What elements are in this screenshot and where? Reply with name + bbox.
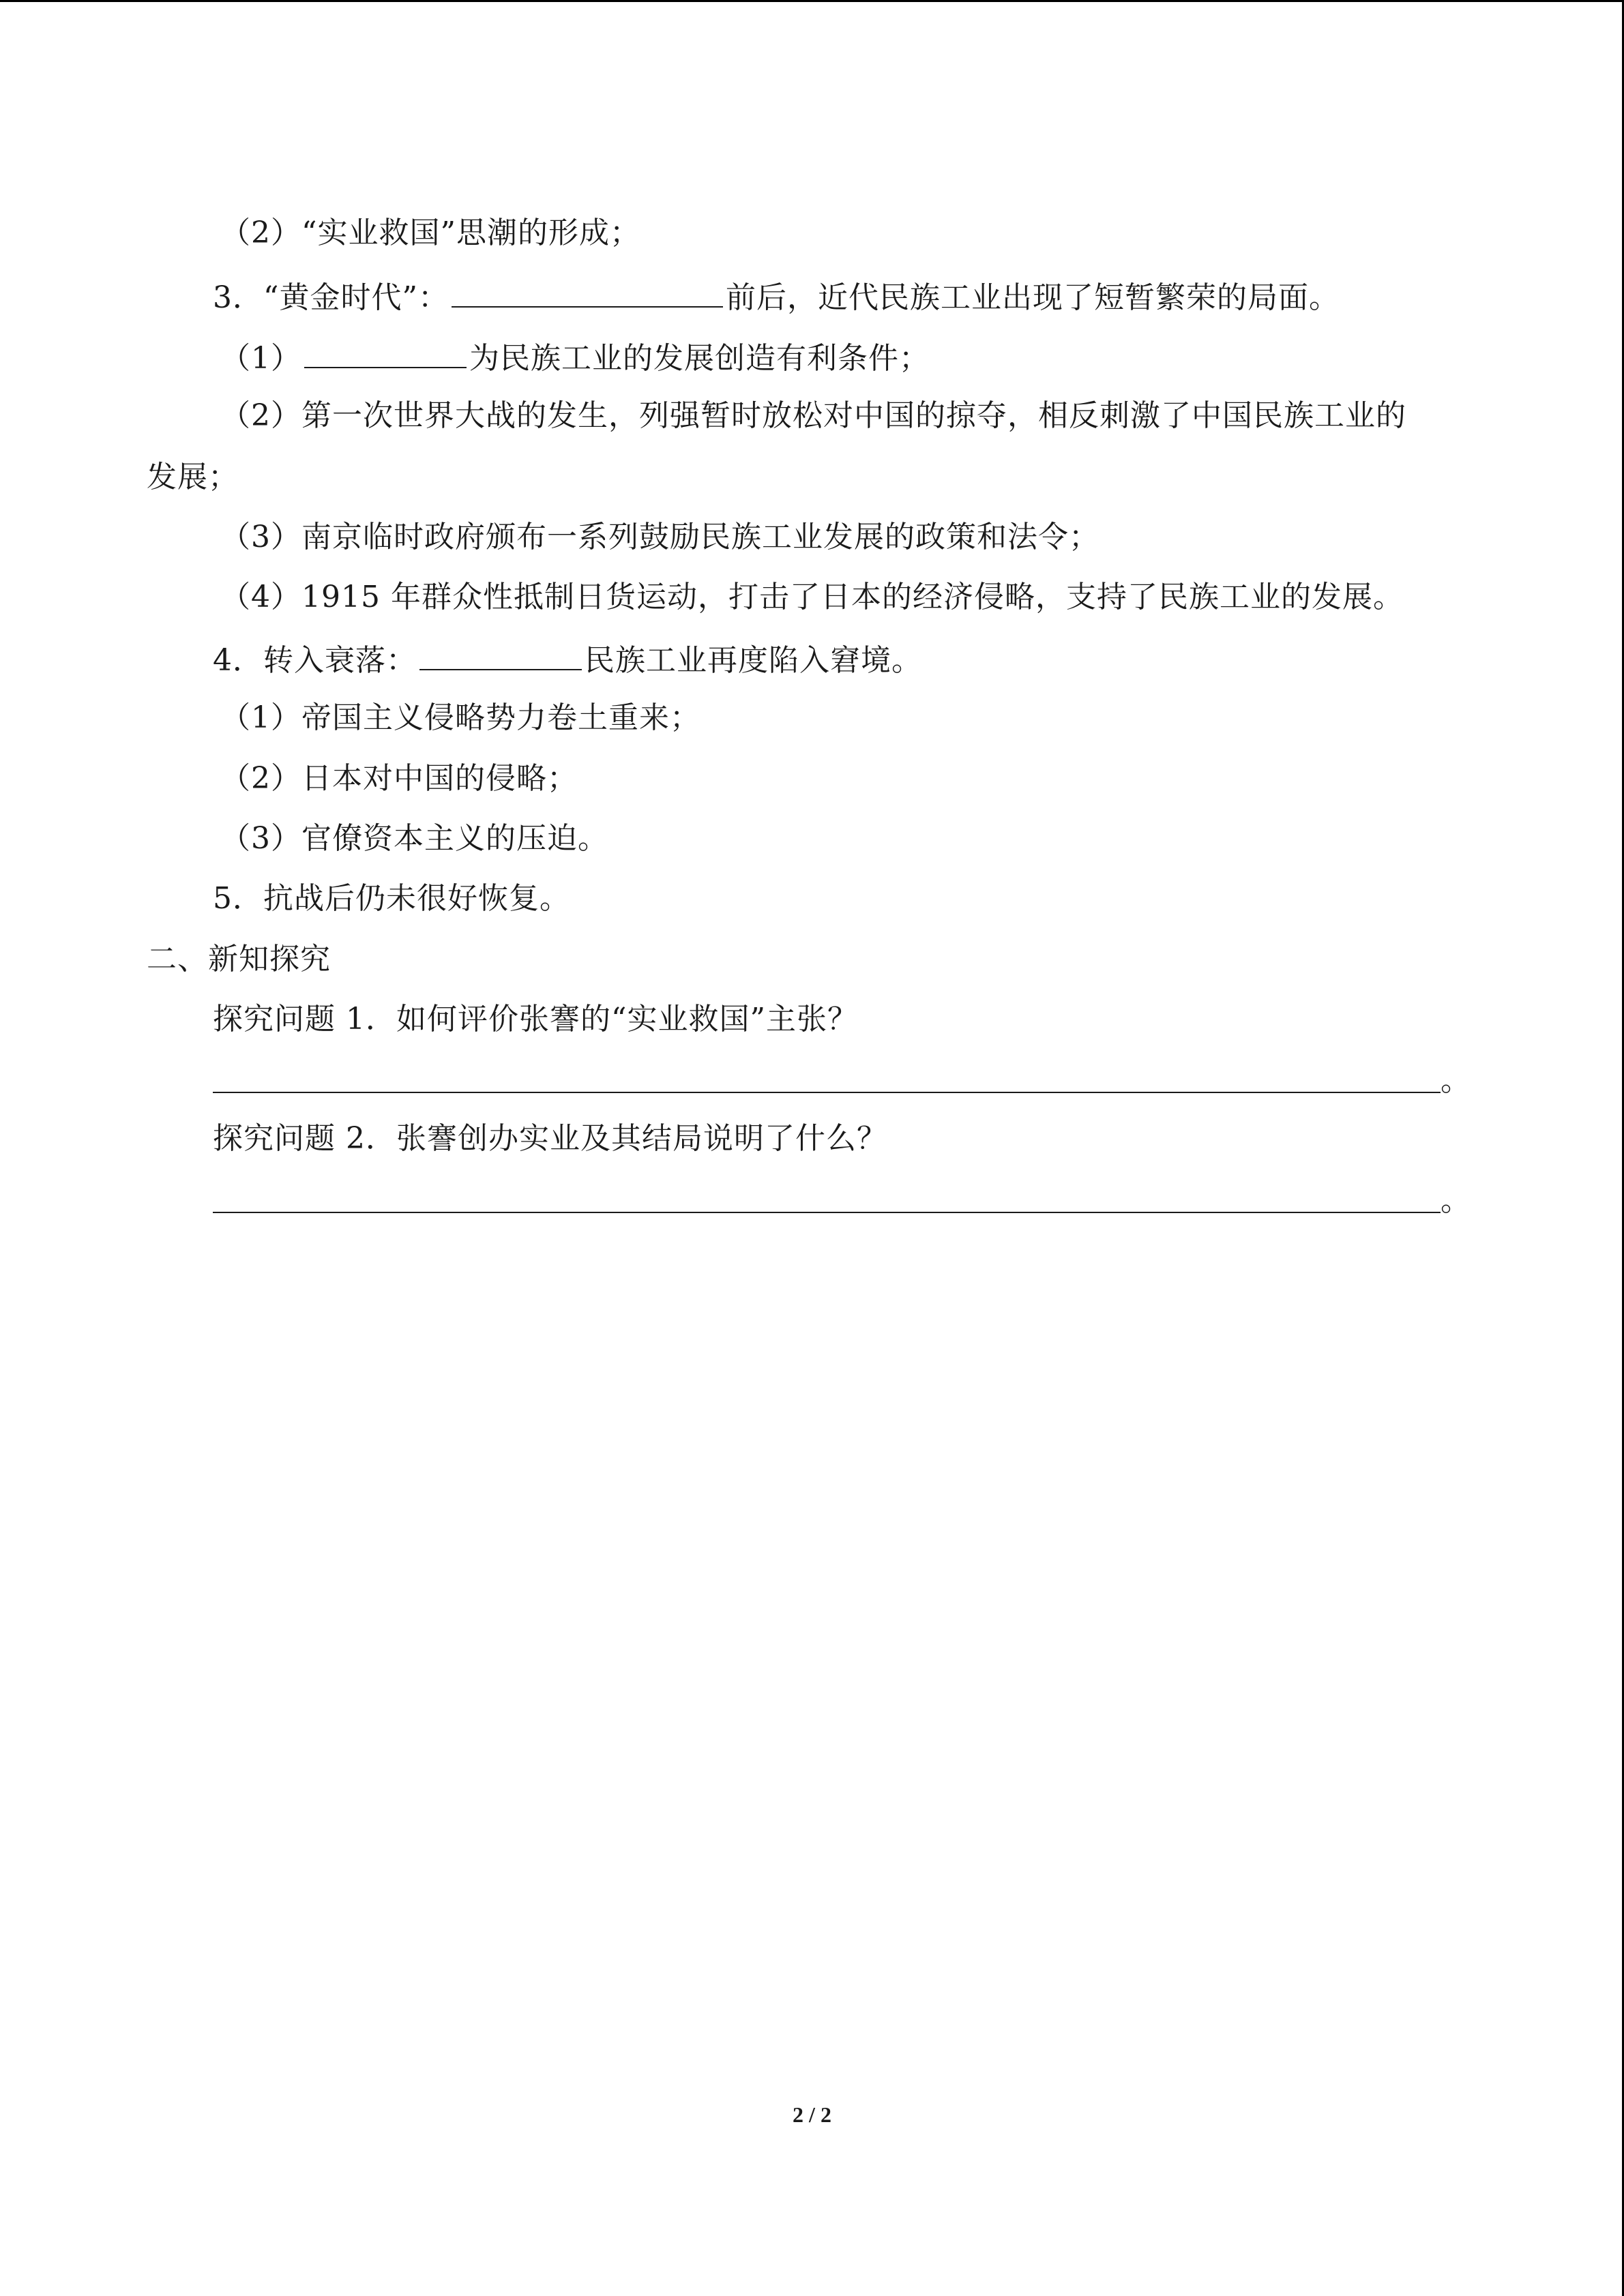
line-text: （2）“实业救国”思潮的形成； bbox=[220, 215, 640, 250]
text-line-golden-age bbox=[213, 275, 1340, 318]
answer-line-1[interactable] bbox=[213, 1092, 1441, 1093]
line-text: 民族工业再度陷入窘境。 bbox=[585, 643, 922, 678]
text-line bbox=[220, 818, 608, 859]
line-text: 前后，近代民族工业出现了短暂繁荣的局面。 bbox=[725, 280, 1340, 315]
line-text: 3．“黄金时代”： bbox=[213, 280, 449, 315]
line-text: （2）第一次世界大战的发生，列强暂时放松对中国的掠夺，相反刺激了中国民族工业的 bbox=[220, 398, 1406, 433]
section-heading bbox=[147, 939, 331, 980]
text-line bbox=[220, 517, 1099, 558]
text-line bbox=[147, 457, 239, 498]
line-text: 为民族工业的发展创造有利条件； bbox=[469, 341, 930, 376]
question-2 bbox=[213, 1118, 887, 1159]
text-line bbox=[220, 213, 640, 254]
text-line bbox=[220, 336, 930, 379]
text-line bbox=[213, 878, 570, 919]
line-text: （2）日本对中国的侵略； bbox=[220, 761, 578, 796]
line-text: （3）南京临时政府颁布一系列鼓励民族工业发展的政策和法令； bbox=[220, 520, 1099, 554]
text-line bbox=[220, 396, 1406, 436]
line-text: （4）1915 年群众性抵制日货运动，打击了日本的经济侵略，支持了民族工业的发展。 bbox=[220, 580, 1404, 614]
text-line bbox=[220, 758, 578, 799]
period: 。 bbox=[1441, 1063, 1471, 1098]
fill-blank[interactable] bbox=[452, 275, 723, 308]
question-text: 探究问题 2．张謇创办实业及其结局说明了什么？ bbox=[213, 1121, 887, 1156]
text-line bbox=[220, 577, 1404, 618]
question-1 bbox=[213, 999, 858, 1040]
answer-line-2[interactable] bbox=[213, 1212, 1441, 1213]
text-line bbox=[220, 698, 700, 739]
heading-text: 二、新知探究 bbox=[147, 942, 331, 976]
line-text: 5．抗战后仍未很好恢复。 bbox=[213, 881, 570, 916]
line-text: 4．转入衰落： bbox=[213, 643, 417, 678]
fill-blank[interactable] bbox=[304, 336, 467, 368]
fill-blank[interactable] bbox=[419, 638, 582, 670]
line-text: （1）帝国主义侵略势力卷土重来； bbox=[220, 700, 700, 735]
line-text: （3）官僚资本主义的压迫。 bbox=[220, 821, 608, 856]
page-number: 2 / 2 bbox=[793, 2102, 831, 2127]
period: 。 bbox=[1441, 1183, 1471, 1218]
question-text: 探究问题 1．如何评价张謇的“实业救国”主张？ bbox=[213, 1002, 858, 1037]
line-text: 发展； bbox=[147, 460, 239, 494]
page-top-border bbox=[0, 0, 1624, 2]
line-text: （1） bbox=[220, 341, 301, 376]
text-line-decline bbox=[213, 638, 922, 681]
